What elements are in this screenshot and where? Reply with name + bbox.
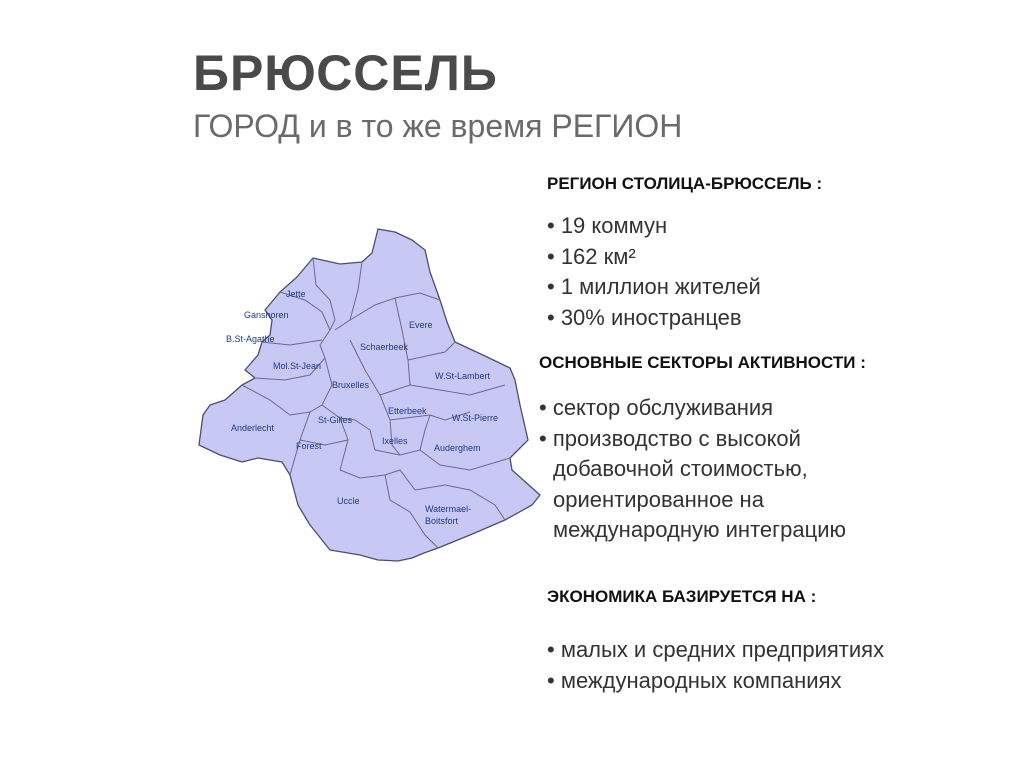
economy-heading: ЭКОНОМИКА БАЗИРУЕТСЯ НА : [547,587,817,606]
list-item: • международных компаниях [547,667,842,693]
label-jette: Jette [286,289,306,299]
label-uccle: Uccle [337,496,360,506]
list-item: международную интеграцию [553,517,847,542]
region-facts-list [547,211,761,333]
list-item: • 30% иностранцев [547,304,742,330]
label-wsl: W.St-Lambert [435,371,491,381]
label-watermael-2: Boitsfort [425,516,459,526]
list-item: • малых и средних предприятиях [547,637,885,662]
label-schaerbeek: Schaerbeek [360,342,409,352]
list-item: добавочной стоимостью, [553,456,808,481]
list-item: • 162 км² [547,243,636,269]
label-ixelles: Ixelles [382,436,408,446]
label-molenbeek: Mol.St-Jean [273,361,322,371]
list-item: • 1 миллион жителей [547,274,761,299]
slide-title: БРЮССЕЛЬ [193,45,498,101]
sectors-list [539,393,846,546]
label-auderghem: Auderghem [434,443,481,453]
label-berchem: B.St-Agathe [226,334,275,344]
sectors-heading: ОСНОВНЫЕ СЕКТОРЫ АКТИВНОСТИ : [539,353,866,372]
list-item: • 19 коммун [547,213,668,238]
list-item: • сектор обслуживания [539,395,774,420]
label-anderlecht: Anderlecht [231,423,275,433]
region-heading: РЕГИОН СТОЛИЦА-БРЮССЕЛЬ : [547,174,823,193]
label-etterbeek: Etterbeek [388,406,427,416]
slide-subtitle: ГОРОД и в то же время РЕГИОН [193,108,683,144]
label-stgilles: St-Gilles [318,415,353,425]
label-evere: Evere [409,320,433,330]
economy-list [547,635,884,696]
list-item: ориентированное на [553,486,764,512]
label-bruxelles: Bruxelles [332,380,370,390]
label-ganshoren: Ganshoren [244,310,289,320]
label-watermael-1: Watermael- [425,504,472,514]
list-item: • производство с высокой [539,425,801,451]
map-outline [199,229,540,561]
label-forest: Forest [296,441,322,451]
label-wsp: W.St-Pierre [452,413,499,423]
